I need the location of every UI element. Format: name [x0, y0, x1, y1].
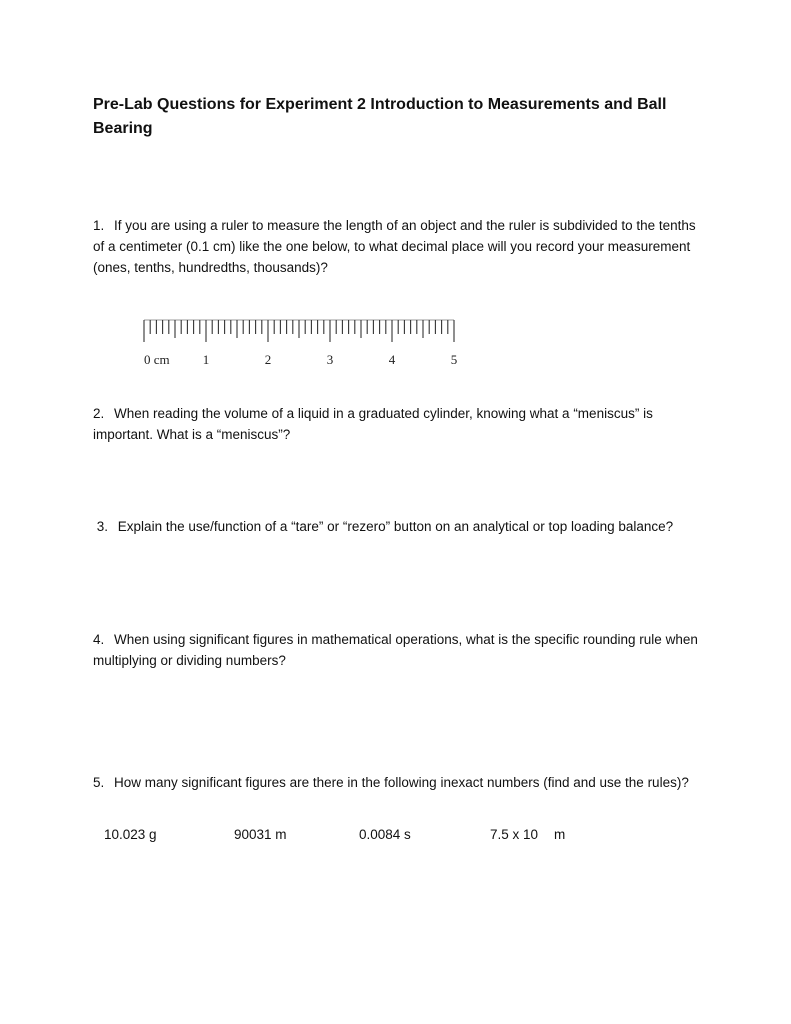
question-1: [93, 215, 705, 278]
ruler-label: 5: [450, 352, 458, 367]
page-title: Pre-Lab Questions for Experiment 2 Introduction to Measurements and Ball Bearing: [93, 96, 667, 137]
ruler-label: 3: [326, 352, 334, 367]
question-text: How many significant figures are there in the following inexact numbers (find and use the rules)?: [114, 775, 689, 790]
question-3: [93, 516, 705, 537]
question-2: [93, 403, 705, 445]
question-text: Explain the use/function of a “tare” or “rezero” button on an analytical or top loading balance?: [117, 519, 674, 534]
question-number: 5.: [93, 775, 105, 790]
ruler-label: 1: [202, 352, 210, 367]
value-scientific: [490, 825, 565, 845]
ruler-label: 4: [388, 352, 396, 367]
question-5: [93, 772, 705, 793]
question-number: 1.: [93, 218, 105, 233]
question-number: 3.: [96, 519, 109, 534]
question-4: [93, 629, 705, 671]
value-time: 0.0084 s: [359, 827, 411, 842]
question-text: When using significant figures in mathematical operations, what is the specific rounding rule when multiplying or dividing numbers?: [93, 632, 698, 668]
value-scientific-mantissa: 7.5 x 10: [490, 827, 539, 842]
ruler-label: 2: [264, 352, 272, 367]
question-text: When reading the volume of a liquid in a graduated cylinder, knowing what a “meniscus” is important. What is a “meniscus”?: [93, 406, 653, 442]
question-number: 4.: [93, 632, 105, 647]
ruler-image: [138, 318, 468, 370]
ruler-label: 0 cm: [144, 352, 170, 367]
value-scientific-unit: m: [554, 827, 566, 842]
value-length: 90031 m: [234, 827, 287, 842]
question-number: 2.: [93, 406, 105, 421]
question-text: If you are using a ruler to measure the length of an object and the ruler is subdivided to the tenths of a centimeter (0.1 cm) like the one below, to what decimal place will you record your measurement (ones, tenths, hundredths, thousands)?: [93, 218, 696, 275]
value-mass: 10.023 g: [104, 827, 157, 842]
